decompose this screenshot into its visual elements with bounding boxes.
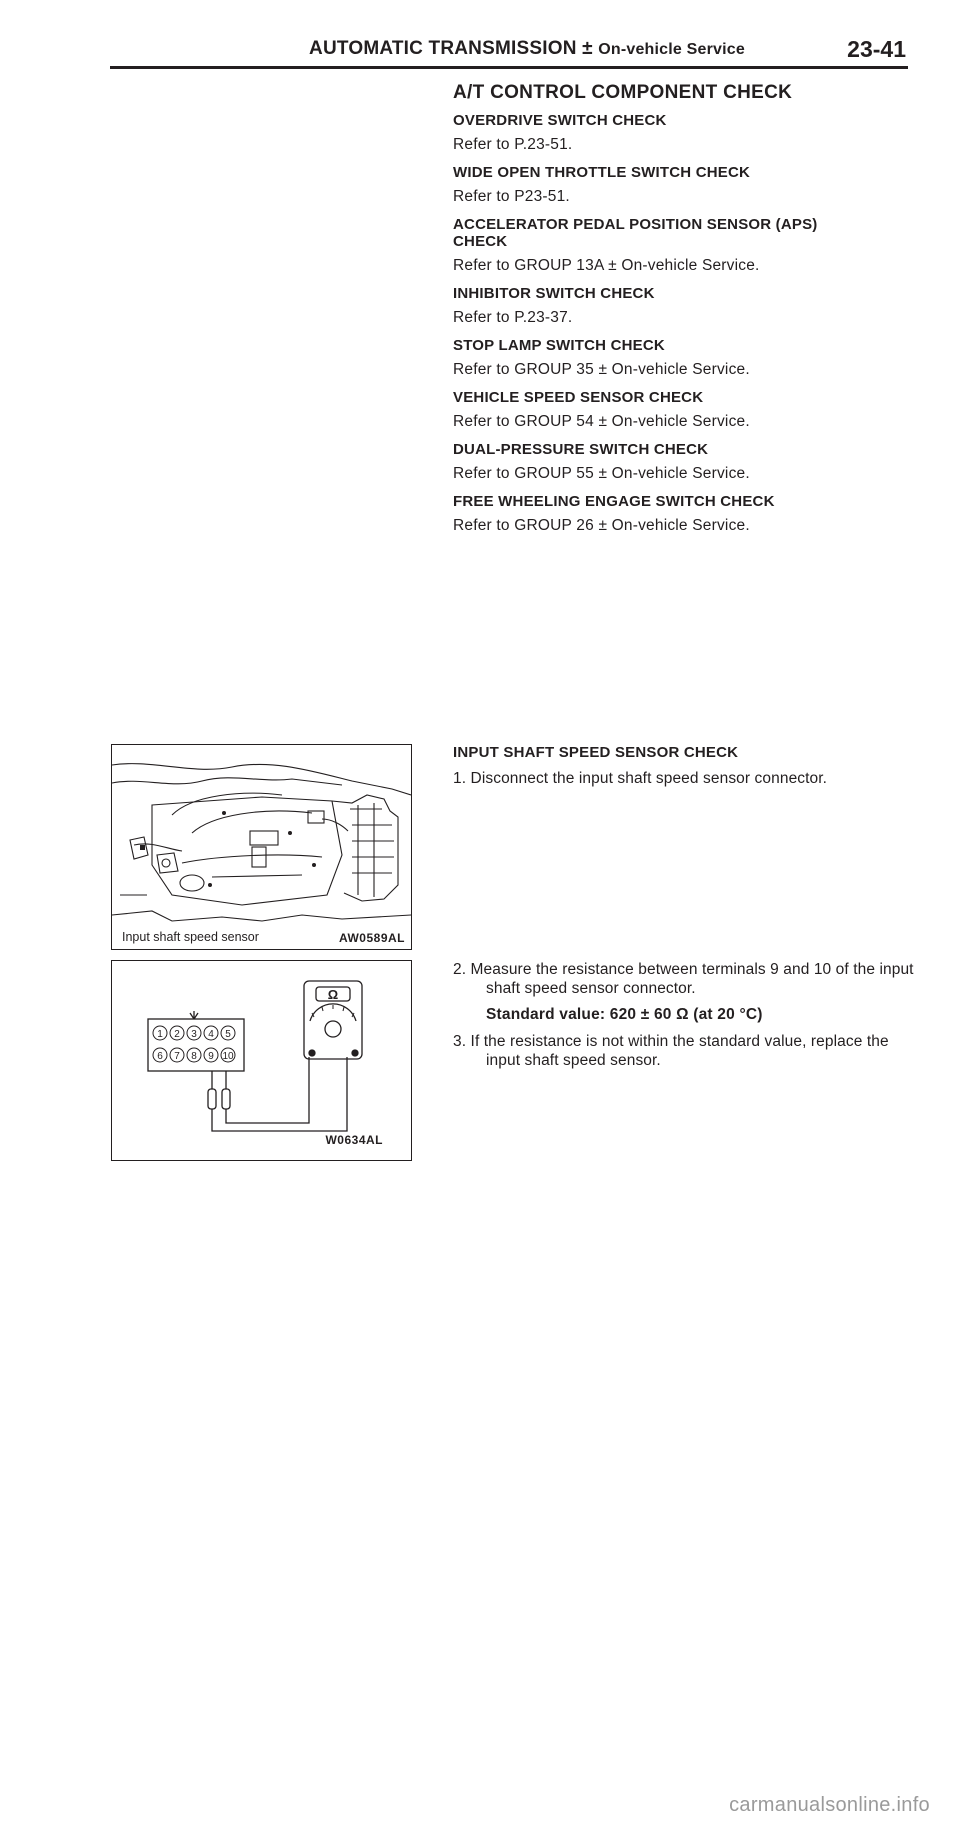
component-check-section <box>453 82 918 545</box>
header-title <box>309 38 745 60</box>
check-text: Refer to GROUP 13A ± On-vehicle Service. <box>453 257 760 274</box>
header-title-text: AUTOMATIC TRANSMISSION ± <box>309 38 593 59</box>
terminal-label: 8 <box>191 1051 197 1062</box>
ohmmeter-diagram <box>112 961 411 1160</box>
check-heading: STOP LAMP SWITCH CHECK <box>453 337 665 354</box>
transmission-drawing <box>112 745 411 949</box>
check-heading: FREE WHEELING ENGAGE SWITCH CHECK <box>453 493 775 510</box>
ohm-symbol: Ω <box>327 987 339 1002</box>
probe-left <box>208 1089 216 1109</box>
figure-caption: Input shaft speed sensor <box>122 930 259 944</box>
check-text: Refer to GROUP 55 ± On-vehicle Service. <box>453 465 750 482</box>
check-text: Refer to P.23-51. <box>453 136 573 153</box>
check-text: Refer to P23-51. <box>453 188 570 205</box>
terminal-label: 7 <box>174 1051 180 1062</box>
terminal-label: 3 <box>191 1029 197 1040</box>
terminal-label: 4 <box>208 1029 214 1040</box>
terminal-label: 5 <box>225 1029 231 1040</box>
check-text: Refer to P.23-37. <box>453 309 573 326</box>
check-heading: OVERDRIVE SWITCH CHECK <box>453 112 667 129</box>
page-number: 23-41 <box>847 36 906 62</box>
probe-right <box>222 1089 230 1109</box>
transmission-illustration <box>111 744 412 950</box>
measure-section <box>453 960 918 1078</box>
terminal-label: 10 <box>222 1051 234 1062</box>
check-heading: ACCELERATOR PEDAL POSITION SENSOR (APS) CHECK <box>453 216 818 250</box>
check-heading: VEHICLE SPEED SENSOR CHECK <box>453 389 704 406</box>
check-heading: WIDE OPEN THROTTLE SWITCH CHECK <box>453 164 751 181</box>
step-2: 2. Measure the resistance between terminals 9 and 10 of the input shaft speed sensor connector. <box>453 961 914 997</box>
resistance-measurement-diagram <box>111 960 412 1161</box>
step-1: 1. Disconnect the input shaft speed sensor connector. <box>453 770 828 787</box>
check-text: Refer to GROUP 54 ± On-vehicle Service. <box>453 413 750 430</box>
footer-watermark: carmanualsonline.info <box>729 1794 930 1816</box>
terminal-label: 9 <box>208 1051 214 1062</box>
header-subtitle: On-vehicle Service <box>598 41 745 58</box>
check-text: Refer to GROUP 35 ± On-vehicle Service. <box>453 361 750 378</box>
section-title: A/T CONTROL COMPONENT CHECK <box>453 82 793 103</box>
check-heading: INHIBITOR SWITCH CHECK <box>453 285 655 302</box>
step-3: 3. If the resistance is not within the standard value, replace the input shaft speed sensor. <box>453 1033 889 1069</box>
header-rule <box>110 66 908 69</box>
page-header <box>110 34 908 70</box>
input-shaft-section <box>453 744 918 796</box>
terminal-label: 6 <box>157 1051 163 1062</box>
terminal-label: 1 <box>157 1029 163 1040</box>
figure-code: AW0589AL <box>338 931 405 945</box>
input-shaft-heading: INPUT SHAFT SPEED SENSOR CHECK <box>453 744 739 761</box>
terminal-label: 2 <box>174 1029 180 1040</box>
figure-code: W0634AL <box>325 1133 383 1147</box>
check-text: Refer to GROUP 26 ± On-vehicle Service. <box>453 517 750 534</box>
standard-value: Standard value: 620 ± 60 Ω (at 20 °C) <box>486 1006 763 1023</box>
check-heading: DUAL-PRESSURE SWITCH CHECK <box>453 441 709 458</box>
